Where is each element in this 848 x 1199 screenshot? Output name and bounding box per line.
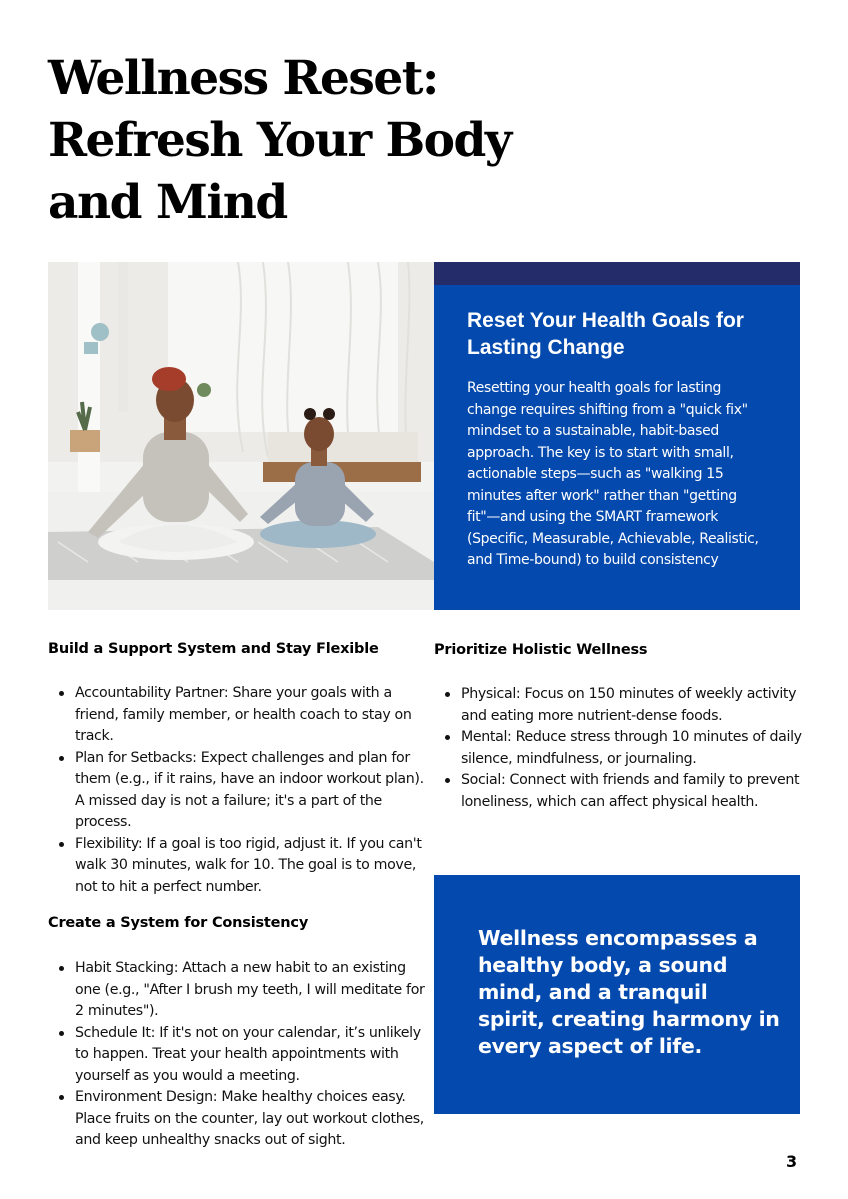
quote-text: Wellness encompasses a healthy body, a sound mind, and a tranquil spirit, creating harmony in every aspect of life. [478,926,780,1058]
feature-heading: Reset Your Health Goals for Lasting Change [467,309,744,359]
list-item: Schedule It: If it's not on your calendar, it’s unlikely to happen. Treat your health appointments with yourself as you would a meeting. [48,1023,434,1088]
feature-body: Resetting your health goals for lasting change requires shifting from a "quick fix" mindset to a sustainable, habit-based approach. The key is to start with small, actionable steps—such as "walking 15 minutes after work" rather than "getting fit"—and using the SMART framework (Specific, Measurable, Achievable, Realistic, and Time-bound) to build consistency [467,380,759,568]
panel-top-stripe [434,262,800,285]
holistic-heading: Prioritize Holistic Wellness [434,642,648,658]
page-title: Wellness Reset: Refresh Your Body and Mind [48,51,511,230]
list-item: Habit Stacking: Attach a new habit to an existing one (e.g., "After I brush my teeth, I will meditate for 2 minutes"). [48,958,434,1023]
consistency-heading: Create a System for Consistency [48,915,309,931]
list-item: Physical: Focus on 150 minutes of weekly activity and eating more nutrient-dense foods. [434,684,808,727]
meditation-photo [48,262,434,610]
list-item: Environment Design: Make healthy choices easy. Place fruits on the counter, lay out workout clothes, and keep unhealthy snacks out of sight. [48,1087,434,1152]
consistency-list [48,958,434,1152]
list-item: Mental: Reduce stress through 10 minutes of daily silence, mindfulness, or journaling. [434,727,808,770]
list-item: Accountability Partner: Share your goals with a friend, family member, or health coach to stay on track. [48,683,434,748]
feature-panel [434,285,800,610]
list-item: Social: Connect with friends and family to prevent loneliness, which can affect physical health. [434,770,808,813]
quote-panel [434,875,800,1114]
list-item: Flexibility: If a goal is too rigid, adjust it. If you can't walk 30 minutes, walk for 10. The goal is to move, not to hit a perfect number. [48,834,434,899]
list-item: Plan for Setbacks: Expect challenges and plan for them (e.g., if it rains, have an indoor workout plan). A missed day is not a failure; it's a part of the process. [48,748,434,834]
support-list [48,683,434,898]
page-number: 3 [786,1152,798,1171]
holistic-list [434,684,808,813]
meditation-photo-illustration [48,262,434,610]
support-heading: Build a Support System and Stay Flexible [48,641,379,657]
